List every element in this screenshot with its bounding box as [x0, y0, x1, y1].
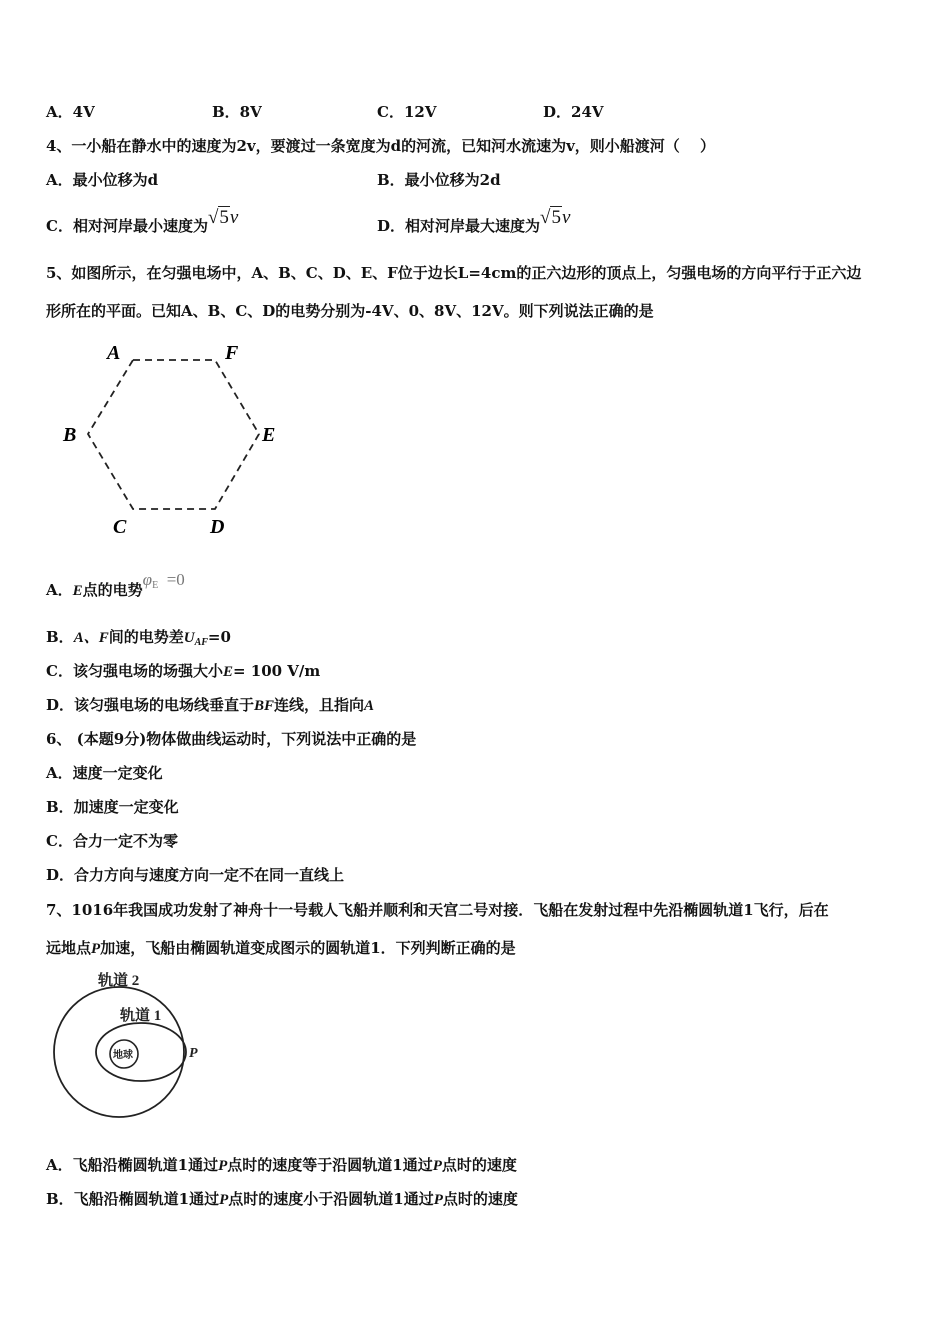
phi-e-symbol: $\varphi_E =0$: [142, 570, 185, 591]
q4-option-d: [377, 207, 571, 236]
q5-option-b: B．A、F间的电势差$U_{AF}=0$: [46, 628, 231, 648]
vertex-label-d: D: [210, 516, 225, 538]
q4-option-a: A．最小位移为d: [46, 171, 159, 189]
q6-stem: 6、 (本题9分)物体做曲线运动时，下列说法中正确的是: [46, 730, 417, 748]
hexagon-outline: [88, 360, 259, 509]
vertex-label-a: A: [107, 342, 121, 364]
q5-option-d: D．该匀强电场的电场线垂直于BF连线，且指向A: [46, 696, 375, 714]
q3-option-b: B．8V: [212, 103, 262, 121]
q6-option-c: C．合力一定不为零: [46, 832, 178, 850]
q6-option-b: B．加速度一定变化: [46, 798, 179, 816]
sqrt5v-expression: √5v: [207, 207, 239, 228]
orbit-1-label: 轨道 1: [120, 1008, 162, 1024]
q7-stem-line2: 远地点P加速，飞船由椭圆轨道变成图示的圆轨道1．下列判断正确的是: [46, 939, 516, 957]
earth-label: 地球: [113, 1050, 133, 1061]
q5-stem-line2: 形所在的平面。已知A、B、C、D的电势分别为-4V、0、8V、12V。则下列说法正确的是: [46, 302, 654, 320]
q4-option-b: B．最小位移为2d: [377, 171, 501, 189]
q4-stem: 4、一小船在静水中的速度为2v，要渡过一条宽度为d的河流，已知河水流速为v，则小船渡河（ ）: [46, 137, 716, 155]
q5-option-c: C．该匀强电场的场强大小E= 100 V/m: [46, 662, 321, 680]
q7-option-b: B．飞船沿椭圆轨道1通过P点时的速度小于沿圆轨道1通过P点时的速度: [46, 1190, 518, 1208]
point-p-label: P: [189, 1046, 198, 1061]
q7-option-a: A．飞船沿椭圆轨道1通过P点时的速度等于沿圆轨道1通过P点时的速度: [46, 1156, 517, 1174]
vertex-label-b: B: [63, 424, 77, 446]
q5-stem-line1: 5、如图所示，在匀强电场中，A、B、C、D、E、F位于边长L=4cm的正六边形的顶点上，匀强电场的方向平行于正六边: [46, 264, 862, 282]
q6-option-d: D．合力方向与速度方向一定不在同一直线上: [46, 866, 345, 884]
q6-option-a: A．速度一定变化: [46, 764, 163, 782]
vertex-label-c: C: [113, 516, 127, 538]
sqrt5v-expression: √5v: [540, 207, 571, 228]
vertex-label-e: E: [262, 424, 276, 446]
q4-option-c: [46, 207, 239, 236]
q4-option-d-text: D．相对河岸最大速度为: [377, 217, 541, 235]
orbit-2-label: 轨道 2: [98, 973, 140, 989]
q3-option-c: C．12V: [377, 103, 437, 121]
orbit-figure: [40, 965, 215, 1130]
vertex-label-f: F: [225, 342, 239, 364]
q4-option-c-text: C．相对河岸最小速度为: [46, 217, 208, 235]
q7-stem-line1: 7、1016年我国成功发射了神舟十一号载人飞船并顺利和天宫二号对接．飞船在发射过程中先沿椭圆轨道1飞行，后在: [46, 901, 829, 919]
q3-option-a: A．4V: [46, 103, 95, 121]
hexagon-figure: [55, 335, 295, 545]
q5-option-a: A．E点的电势$\varphi_E =0$: [46, 570, 185, 599]
q3-option-d: D．24V: [543, 103, 604, 121]
